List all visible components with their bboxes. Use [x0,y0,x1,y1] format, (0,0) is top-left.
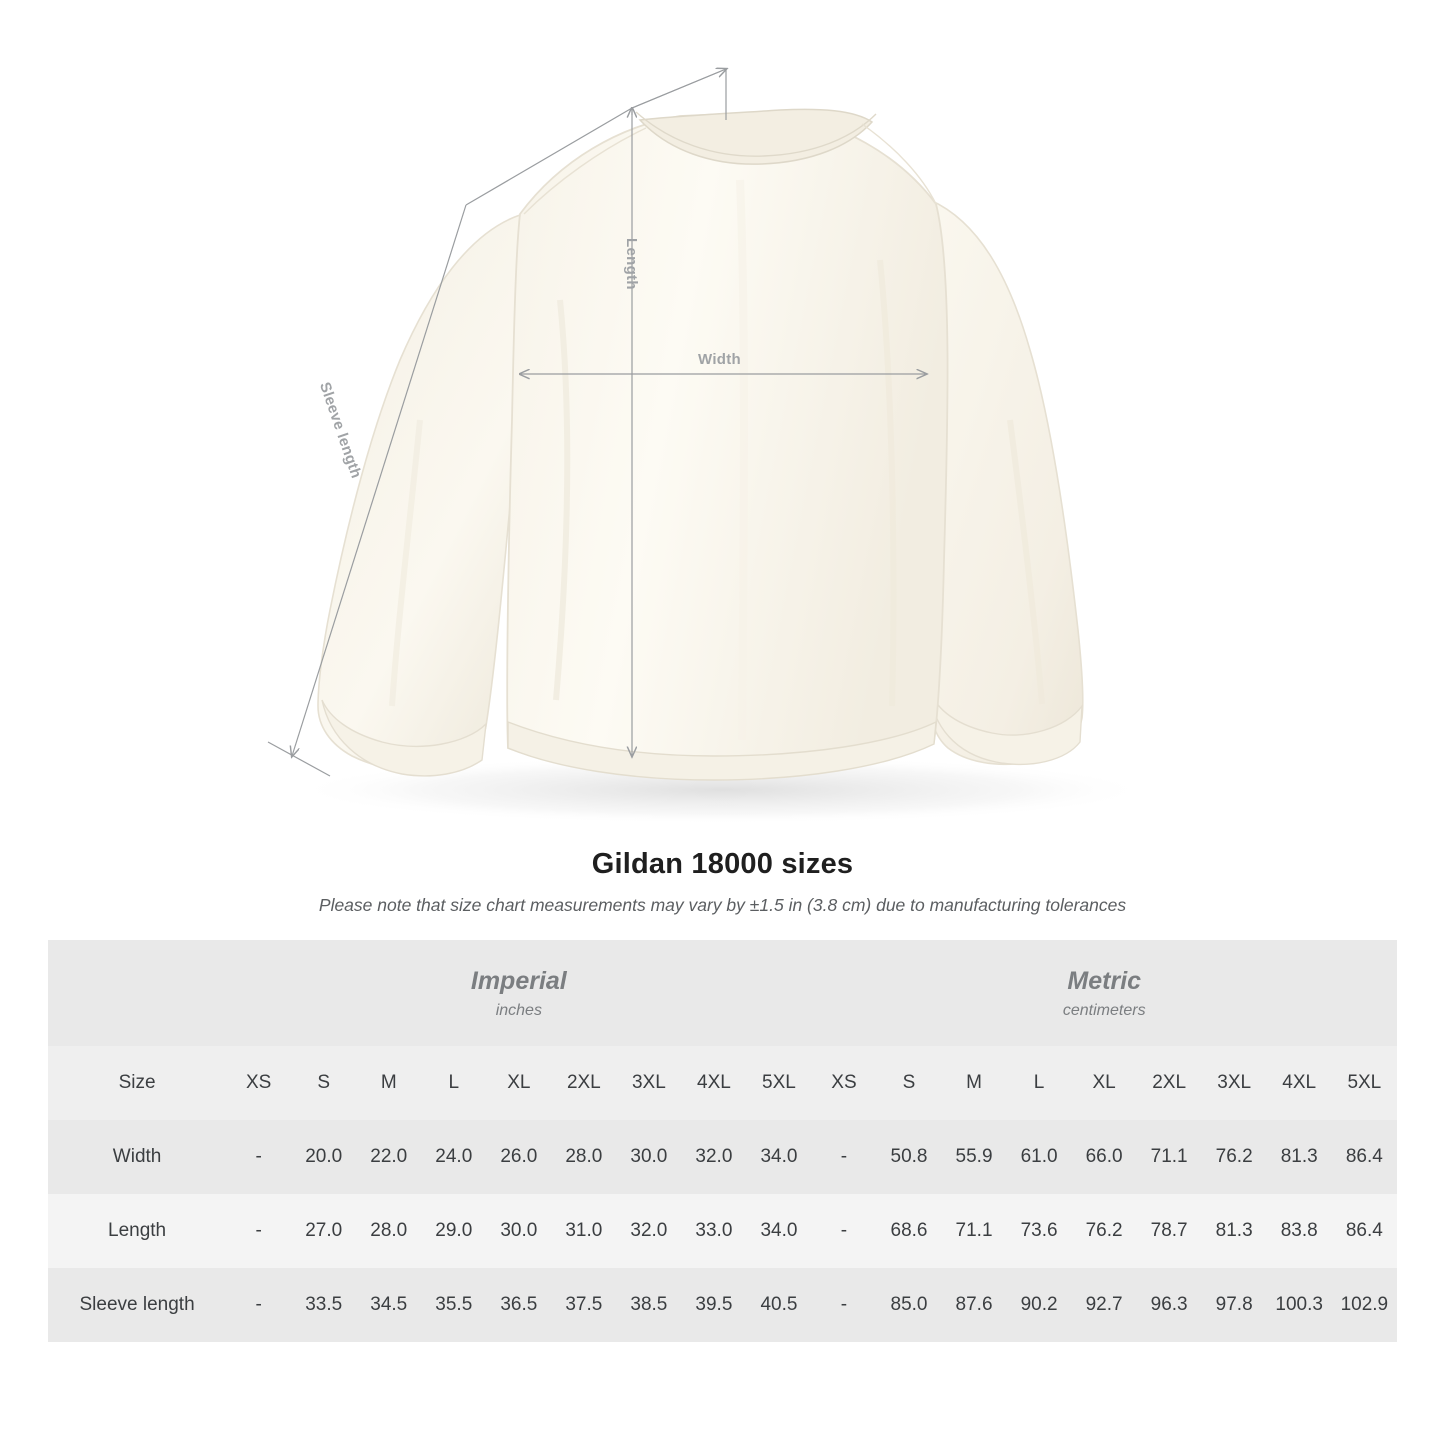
width-metric-4xl: 81.3 [1267,1120,1332,1194]
size-header-metric-4xl: 4XL [1267,1046,1332,1120]
row-label-length: Length [48,1194,226,1268]
tolerance-note: Please note that size chart measurements may vary by ±1.5 in (3.8 cm) due to manufacturing tolerances [318,895,1127,915]
size-header-imperial-3xl: 3XL [616,1046,681,1120]
width-metric-3xl: 76.2 [1202,1120,1267,1194]
sleeve-metric-5xl: 102.9 [1332,1268,1397,1342]
sleeve-imperial-xs: - [226,1268,291,1342]
sleeve-imperial-xl: 36.5 [486,1268,551,1342]
size-header-metric-l: L [1007,1046,1072,1120]
width-imperial-s: 20.0 [291,1120,356,1194]
length-metric-xs: - [811,1194,876,1268]
sleeve-imperial-s: 33.5 [291,1268,356,1342]
size-header-imperial-s: S [291,1046,356,1120]
size-header-imperial-4xl: 4XL [681,1046,746,1120]
length-imperial-2xl: 31.0 [551,1194,616,1268]
width-imperial-2xl: 28.0 [551,1120,616,1194]
length-annotation-label: Length [623,238,640,290]
sleeve-metric-s: 85.0 [876,1268,941,1342]
sleeve-length-annotation-label: Sleeve length [315,380,365,481]
metric-unit-header [811,940,1397,1046]
width-imperial-l: 24.0 [421,1120,486,1194]
length-metric-s: 68.6 [876,1194,941,1268]
sleeve-imperial-4xl: 39.5 [681,1268,746,1342]
length-metric-3xl: 81.3 [1202,1194,1267,1268]
title-block [0,848,1445,916]
sleeve-imperial-l: 35.5 [421,1268,486,1342]
sleeve-metric-m: 87.6 [942,1268,1007,1342]
length-imperial-5xl: 34.0 [746,1194,811,1268]
length-imperial-4xl: 33.0 [681,1194,746,1268]
sleeve-imperial-2xl: 37.5 [551,1268,616,1342]
length-metric-xl: 76.2 [1072,1194,1137,1268]
length-imperial-m: 28.0 [356,1194,421,1268]
width-imperial-m: 22.0 [356,1120,421,1194]
table-row-sleeve-length [48,1268,1397,1342]
size-chart-table [48,940,1397,1342]
size-header-imperial-l: L [421,1046,486,1120]
length-imperial-s: 27.0 [291,1194,356,1268]
metric-unit-name: Metric [1067,967,1142,996]
width-metric-s: 50.8 [876,1120,941,1194]
length-metric-4xl: 83.8 [1267,1194,1332,1268]
size-header-imperial-xl: XL [486,1046,551,1120]
imperial-unit-name: Imperial [470,967,567,996]
width-metric-5xl: 86.4 [1332,1120,1397,1194]
sleeve-metric-2xl: 96.3 [1137,1268,1202,1342]
width-metric-xl: 66.0 [1072,1120,1137,1194]
unit-header-blank [48,940,226,1046]
size-header-metric-s: S [876,1046,941,1120]
length-imperial-xl: 30.0 [486,1194,551,1268]
imperial-unit-sub: inches [495,1001,542,1019]
size-header-metric-xs: XS [811,1046,876,1120]
size-table-wrapper [48,940,1397,1342]
size-header-row [48,1046,1397,1120]
row-label-width: Width [48,1120,226,1194]
width-imperial-3xl: 30.0 [616,1120,681,1194]
imperial-unit-header [226,940,811,1046]
length-imperial-3xl: 32.0 [616,1194,681,1268]
length-imperial-l: 29.0 [421,1194,486,1268]
length-metric-m: 71.1 [942,1194,1007,1268]
width-imperial-4xl: 32.0 [681,1120,746,1194]
width-imperial-xl: 26.0 [486,1120,551,1194]
length-metric-5xl: 86.4 [1332,1194,1397,1268]
size-header-metric-3xl: 3XL [1202,1046,1267,1120]
width-metric-2xl: 71.1 [1137,1120,1202,1194]
width-imperial-5xl: 34.0 [746,1120,811,1194]
sleeve-imperial-3xl: 38.5 [616,1268,681,1342]
length-metric-2xl: 78.7 [1137,1194,1202,1268]
length-imperial-xs: - [226,1194,291,1268]
page-title: Gildan 18000 sizes [591,848,854,880]
sleeve-metric-xl: 92.7 [1072,1268,1137,1342]
size-header-imperial-5xl: 5XL [746,1046,811,1120]
metric-unit-sub: centimeters [1062,1001,1146,1019]
width-annotation-label: Width [698,351,742,368]
size-header-imperial-2xl: 2XL [551,1046,616,1120]
sleeve-metric-l: 90.2 [1007,1268,1072,1342]
size-header-imperial-m: M [356,1046,421,1120]
size-header-imperial-xs: XS [226,1046,291,1120]
size-header-metric-xl: XL [1072,1046,1137,1120]
unit-header-row [48,940,1397,1046]
length-metric-l: 73.6 [1007,1194,1072,1268]
width-imperial-xs: - [226,1120,291,1194]
table-row-width [48,1120,1397,1194]
size-header-metric-m: M [942,1046,1007,1120]
width-metric-m: 55.9 [942,1120,1007,1194]
row-label-sleeve-length: Sleeve length [48,1268,226,1342]
size-header-metric-2xl: 2XL [1137,1046,1202,1120]
width-metric-xs: - [811,1120,876,1194]
size-label-cell: Size [48,1046,226,1120]
size-header-metric-5xl: 5XL [1332,1046,1397,1120]
sleeve-imperial-m: 34.5 [356,1268,421,1342]
sleeve-metric-xs: - [811,1268,876,1342]
width-metric-l: 61.0 [1007,1120,1072,1194]
sleeve-metric-4xl: 100.3 [1267,1268,1332,1342]
sleeve-metric-3xl: 97.8 [1202,1268,1267,1342]
sleeve-imperial-5xl: 40.5 [746,1268,811,1342]
table-row-length [48,1194,1397,1268]
